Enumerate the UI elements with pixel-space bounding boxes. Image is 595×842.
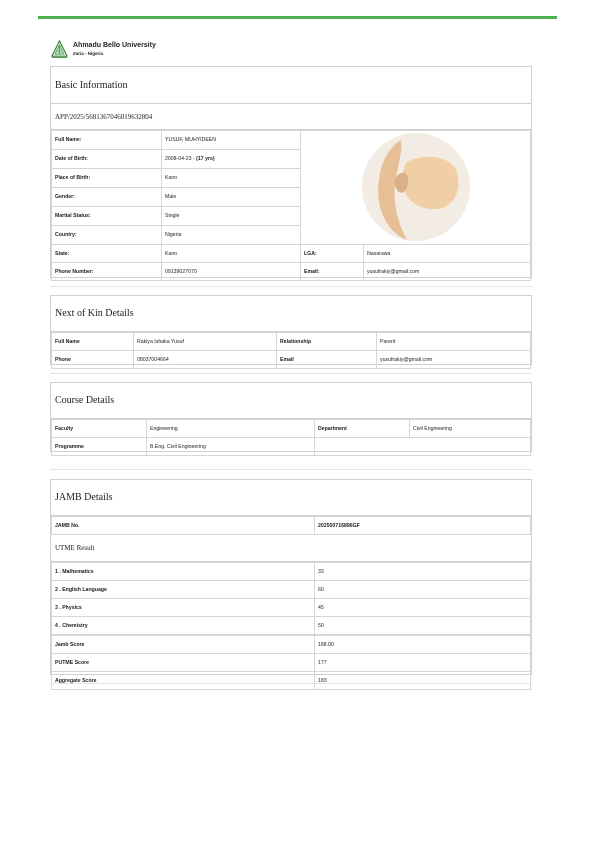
kin-full-name-label: Full Name — [52, 333, 134, 351]
kin-email-label: Email — [277, 351, 377, 369]
state-value: Kano — [162, 245, 301, 263]
jamb-score-label: Jamb Score — [52, 636, 315, 654]
university-logo-icon — [50, 40, 69, 59]
table-row — [52, 636, 531, 654]
jamb-number-value: 202550716896GF — [315, 517, 531, 535]
table-row — [52, 420, 531, 438]
subject-label: 4 . Chemistry — [52, 617, 315, 635]
jamb-number-label: JAMB No. — [52, 517, 315, 535]
dob-age: (17 yrs) — [196, 156, 215, 162]
table-row — [52, 672, 531, 690]
department-label: Department — [315, 420, 410, 438]
section-divider — [50, 286, 532, 287]
jamb-score-value: 188.00 — [315, 636, 531, 654]
next-of-kin-title: Next of Kin Details — [51, 296, 531, 332]
next-of-kin-table — [51, 332, 531, 369]
lga-label: LGA: — [301, 245, 364, 263]
table-row — [52, 599, 531, 617]
dob-date: 2008-04-23 - — [165, 156, 197, 162]
pob-value: Kano — [162, 169, 301, 188]
section-divider — [50, 469, 532, 470]
course-details-title: Course Details — [51, 383, 531, 419]
kin-email-value: yusufrakiy@gmail.com — [377, 351, 531, 369]
kin-phone-value: 08037004664 — [134, 351, 277, 369]
course-details-table — [51, 419, 531, 456]
jamb-details-title: JAMB Details — [51, 480, 531, 516]
gender-label: Gender: — [52, 188, 162, 207]
aggregate-score-label: Aggregate Score — [52, 672, 315, 690]
faculty-label: Faculty — [52, 420, 147, 438]
subject-label: 3 . Physics — [52, 599, 315, 617]
marital-status-value: Single — [162, 207, 301, 226]
programme-value: B.Eng. Civil Engineering — [147, 438, 315, 456]
subject-score: 60 — [315, 581, 531, 599]
application-number: APP/2025/5681367046019632804 — [51, 104, 531, 130]
subject-score: 33 — [315, 563, 531, 581]
subject-label: 1 . Mathematics — [52, 563, 315, 581]
pob-label: Place of Birth: — [52, 169, 162, 188]
phone-label: Phone Number: — [52, 263, 162, 281]
email-label: Email: — [301, 263, 364, 281]
gender-value: Male — [162, 188, 301, 207]
dob-value — [162, 150, 301, 169]
section-divider — [50, 683, 532, 684]
table-row — [52, 333, 531, 351]
aggregate-score-value: 183 — [315, 672, 531, 690]
putme-score-label: PUTME Score — [52, 654, 315, 672]
marital-status-label: Marital Status: — [52, 207, 162, 226]
country-value: Nigeria — [162, 226, 301, 245]
table-row — [52, 245, 531, 263]
kin-full-name-value: Rakiya Ishaka Yusuf — [134, 333, 277, 351]
dob-label: Date of Birth: — [52, 150, 162, 169]
score-summary-table — [51, 635, 531, 690]
table-row — [52, 617, 531, 635]
kin-phone-label: Phone — [52, 351, 134, 369]
state-label: State: — [52, 245, 162, 263]
university-location: Zaria - Nigeria — [73, 51, 104, 56]
programme-label: Programme — [52, 438, 147, 456]
kin-relationship-value: Parent — [377, 333, 531, 351]
university-header — [50, 38, 156, 60]
email-value: yusufrakiy@gmail.com — [364, 263, 531, 281]
subject-score: 50 — [315, 617, 531, 635]
phone-value: 09139027070 — [162, 263, 301, 281]
passport-photo-cell — [301, 131, 531, 245]
full-name-label: Full Name: — [52, 131, 162, 150]
table-row — [52, 581, 531, 599]
university-name: Ahmadu Bello University — [73, 42, 156, 49]
table-row — [52, 263, 531, 281]
utme-result-title: UTME Result — [51, 535, 531, 562]
table-row — [52, 517, 531, 535]
subject-label: 2 . English Language — [52, 581, 315, 599]
table-row — [52, 438, 531, 456]
passport-photo — [361, 132, 471, 242]
faculty-value: Engineering — [147, 420, 315, 438]
kin-relationship-label: Relationship — [277, 333, 377, 351]
jamb-number-table — [51, 516, 531, 535]
table-row — [52, 563, 531, 581]
course-details-section — [50, 382, 532, 452]
table-row — [52, 351, 531, 369]
basic-information-table — [51, 130, 531, 281]
lga-value: Nasarawa — [364, 245, 531, 263]
basic-information-section — [50, 66, 532, 278]
basic-information-title: Basic Information — [51, 67, 531, 104]
table-row — [52, 131, 531, 150]
department-value: Civil Engineering — [410, 420, 531, 438]
subject-score: 45 — [315, 599, 531, 617]
table-row — [52, 654, 531, 672]
empty-cell — [315, 438, 531, 456]
putme-score-value: 177 — [315, 654, 531, 672]
section-divider — [50, 373, 532, 374]
top-accent-bar — [38, 16, 557, 19]
jamb-details-section — [50, 479, 532, 684]
full-name-value: YUSUF, MUHYIDEEN — [162, 131, 301, 150]
country-label: Country: — [52, 226, 162, 245]
next-of-kin-section — [50, 295, 532, 365]
utme-result-table — [51, 562, 531, 635]
